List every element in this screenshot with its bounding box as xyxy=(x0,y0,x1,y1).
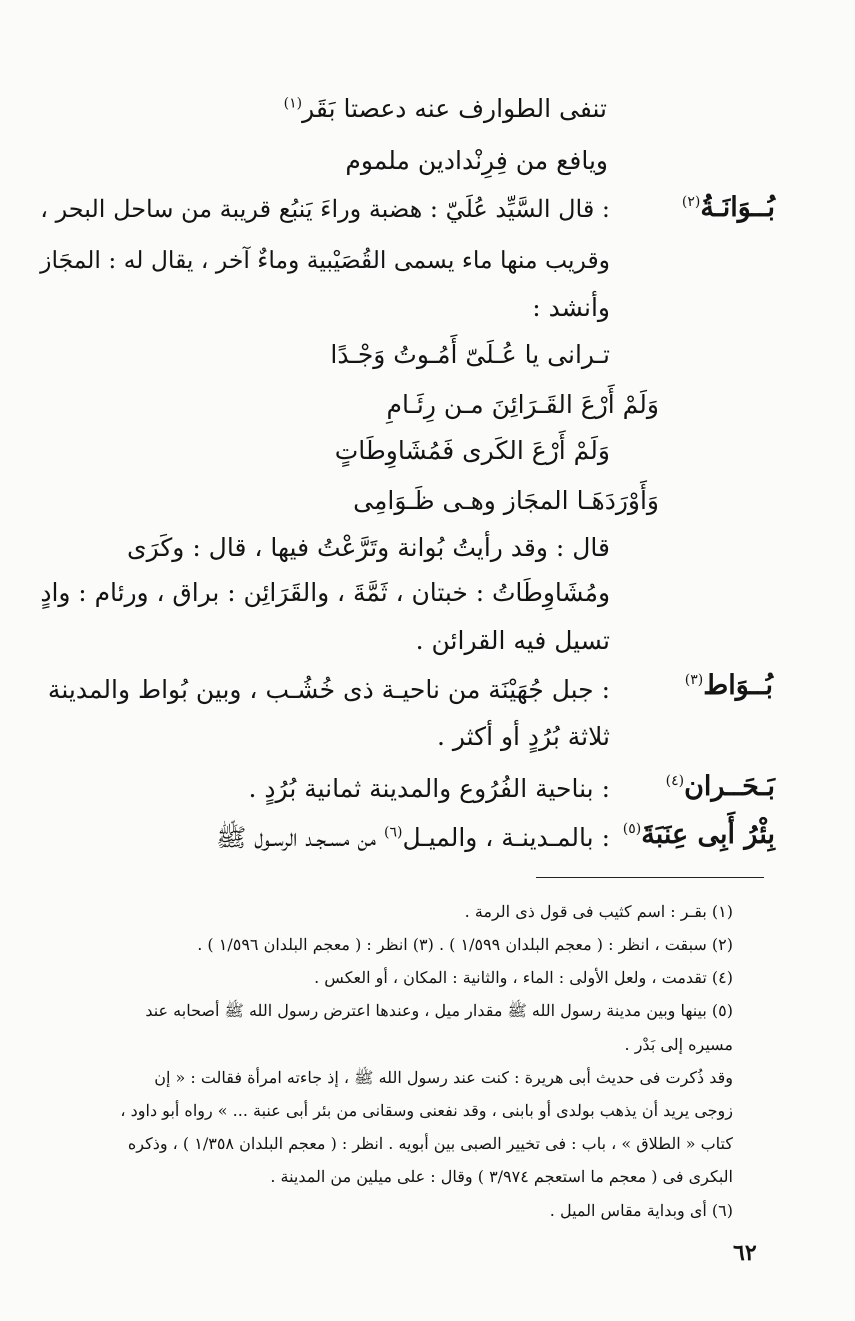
footnote-line: (١) بقـر : اسم كثيب فى قول ذى الرمة . xyxy=(464,902,733,921)
verse-line: تنفى الطوارف عنه دعصتا بَقَر$^{(١)}$ xyxy=(283,94,607,123)
entry-text: وأنشد : xyxy=(532,293,610,322)
entry-text: وقريب منها ماء يسمى القُصَيْبية وماءٌ آخر ، يقال له : المجَاز xyxy=(40,246,610,274)
entry-text: : قال السَّيِّد عُلَيّ : هضبة وراءَ يَنبُع قريبة من ساحل البحر ، xyxy=(40,195,610,223)
entry-text: : جبل جُهَيْنَة من ناحيـة ذى خُشُـب ، وبين بُواط والمدينة xyxy=(47,675,610,704)
footnote-mark: (١) xyxy=(283,95,303,112)
headword-buwat: بُــوَاط$^{(٣)}$ xyxy=(684,670,773,701)
footnote-mark: (٤) xyxy=(665,773,685,789)
headword-bahran: بَـحَــران$^{(٤)}$ xyxy=(665,771,775,802)
footnote-mark: (٦) xyxy=(383,824,403,841)
footnote-line: (٥) بينها وبين مدينة رسول الله ﷺ مقدار ميل ، وعندها اعترض رسول الله ﷺ أصحابه عند xyxy=(145,1001,733,1020)
footnote-line: (٦) أى وبداية مقاس الميل . xyxy=(549,1201,733,1220)
footnote-line: البكرى فى ( معجم ما استعجم ٣/٩٧٤ ) وقال : على ميلين من المدينة . xyxy=(270,1167,733,1186)
footnote-line: (٤) تقدمت ، ولعل الأولى : الماء ، والثانية : المكان ، أو العكس . xyxy=(314,968,733,987)
footnote-mark: (٥) xyxy=(622,821,642,837)
footnote-mark: (٢) xyxy=(681,194,701,210)
entry-text: ومُشَاوِطَاتُ : خبتان ، ثَمَّةَ ، والقَرَائِن : براق ، ورئام : وادٍ xyxy=(40,578,610,607)
footnote-line: (٢) سبقت ، انظر : ( معجم البلدان ١/٥٩٩ ) . (٣) انظر : ( معجم البلدان ١/٥٩٦ ) . xyxy=(197,935,733,954)
footnote-line: مسيره إلى بَدْر . xyxy=(624,1035,733,1054)
verse-line: وَأَوْرَدَهَـا المجَاز وهـى ظَـوَامِى xyxy=(353,486,659,515)
footnote-separator xyxy=(536,877,764,878)
entry-text: قال : وقد رأيتُ بُوانة وتَرَّعْتُ فيها ، قال : وكَرَى xyxy=(127,533,610,562)
verse-line: ويافع من فِرِنْدادين ملموم xyxy=(345,146,608,175)
entry-text: ثلاثة بُرُدٍ أو أكثر . xyxy=(436,722,610,751)
verse-line: وَلَمْ أَرْعَ القَـرَائِنَ مـن رِئَـامِ xyxy=(386,390,659,419)
headword-buwana: بُــوَانَـةُ$^{(٢)}$ xyxy=(681,192,775,223)
verse-line: تـرانى يا عُـلَىّ أَمُـوتُ وَجْـدًا xyxy=(330,340,610,369)
footnote-line: كتاب « الطلاق » ، باب : فى تخيير الصبى بين أبويه . انظر : ( معجم البلدان ١/٣٥٨ ) ، وذكره xyxy=(127,1134,733,1153)
footnote-line: زوجى يريد أن يذهب بولدى أو بابنى ، وقد نفعنى وسقانى من بئر أبى عنبة ... » رواه أبو داود ، xyxy=(120,1101,733,1120)
footnote-mark: (٣) xyxy=(684,672,704,688)
entry-text: : بناحية الفُرُوع والمدينة ثمانية بُرُدٍ . xyxy=(248,774,610,803)
entry-text: : بالمـدينـة ، والميـل$^{(٦)}$ من مسـجـد الرسـول ﷺ xyxy=(216,823,610,852)
footnote-line: وقد ذُكرت فى حديث أبى هريرة : كنت عند رسول الله ﷺ ، إذ جاءته امرأة فقالت : « إن xyxy=(154,1068,733,1087)
entry-text: تسيل فيه القرائن . xyxy=(415,626,610,655)
verse-line: وَلَمْ أَرْعَ الكَرى فَمُشَاوِطَاتٍ xyxy=(334,436,610,465)
headword-bir-abi-inaba: بِئْرُ أَبِى عِنَبَةَ$^{(٥)}$ xyxy=(622,819,775,850)
page-number: ٦٢ xyxy=(733,1240,757,1266)
